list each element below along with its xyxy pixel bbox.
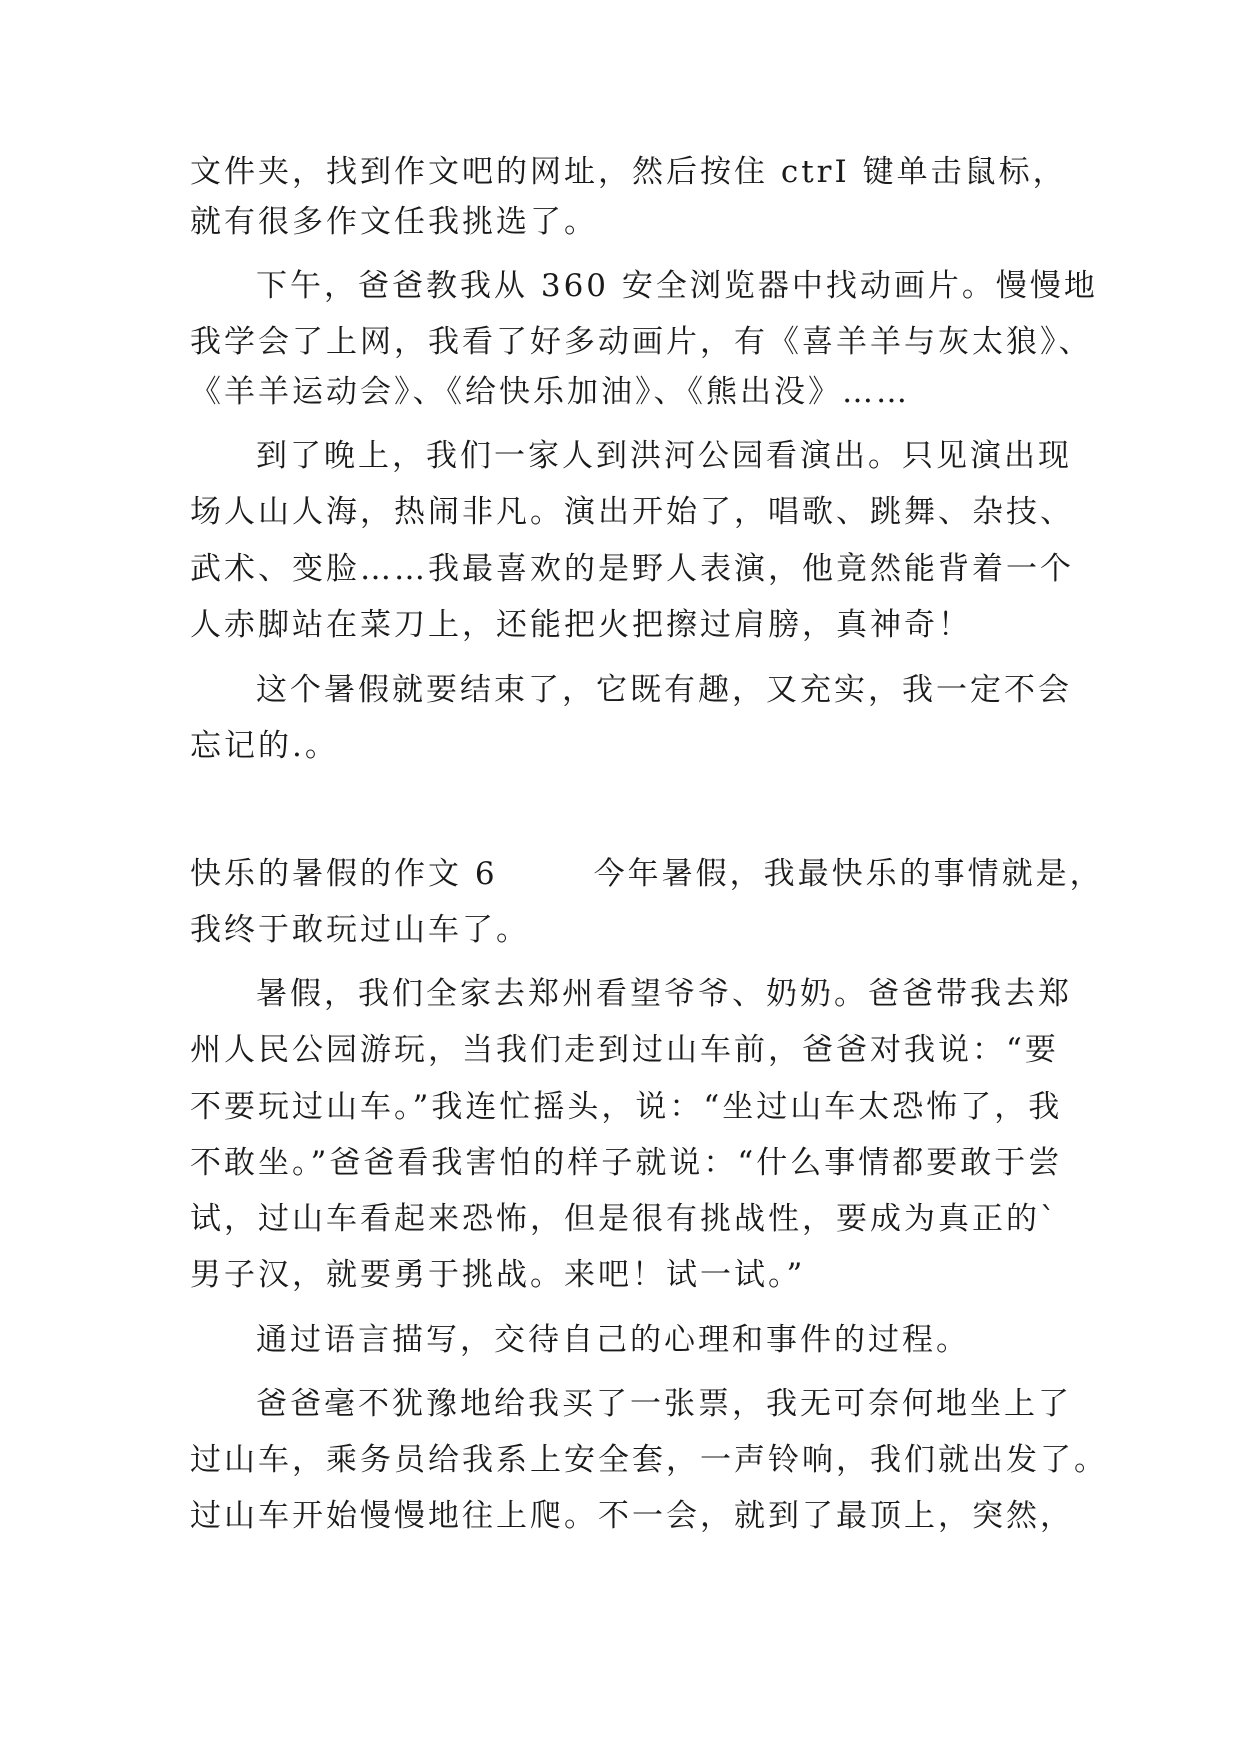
section-heading-line	[190, 854, 1104, 894]
paragraph-first-line: 爸爸毫不犹豫地给我买了一张票，我无可奈何地坐上了	[256, 1386, 1072, 1422]
paragraph-first-line: 下午，爸爸教我从 360 安全浏览器中找动画片。慢慢地	[256, 268, 1098, 304]
text-line: 就有很多作文任我挑选了。	[190, 204, 598, 240]
text-line: 武术、变脸……我最喜欢的是野人表演，他竟然能背着一个	[190, 551, 1074, 587]
section-title: 快乐的暑假的作文 6	[190, 856, 498, 892]
text-line: 场人山人海，热闹非凡。演出开始了，唱歌、跳舞、杂技、	[190, 494, 1074, 530]
text-line: 州人民公园游玩，当我们走到过山车前，爸爸对我说：“要	[190, 1032, 1059, 1068]
text-line: 不敢坐。”爸爸看我害怕的样子就说：“什么事情都要敢于尝	[190, 1145, 1063, 1181]
text-line: 过山车，乘务员给我系上安全套，一声铃响，我们就出发了。	[190, 1442, 1108, 1478]
text-line: 我学会了上网，我看了好多动画片，有《喜羊羊与灰太狼》、	[190, 324, 1093, 360]
paragraph-first-line: 通过语言描写，交待自己的心理和事件的过程。	[256, 1322, 970, 1358]
paragraph-first-line: 到了晚上，我们一家人到洪河公园看演出。只见演出现	[256, 438, 1072, 474]
text-line: 过山车开始慢慢地往上爬。不一会，就到了最顶上，突然，	[190, 1498, 1074, 1534]
text-line: 《羊羊运动会》、《给快乐加油》、《熊出没》……	[190, 374, 910, 410]
text-line: 文件夹，找到作文吧的网址，然后按住 ctrI 键单击鼠标，	[190, 154, 1067, 190]
text-line: 我终于敢玩过山车了。	[190, 912, 530, 948]
text-line: 不要玩过山车。”我连忙摇头，说：“坐过山车太恐怖了，我	[190, 1089, 1063, 1125]
paragraph-first-line: 暑假，我们全家去郑州看望爷爷、奶奶。爸爸带我去郑	[256, 976, 1072, 1012]
text-line: 人赤脚站在菜刀上，还能把火把擦过肩膀，真神奇！	[190, 607, 972, 643]
heading-line-text: 今年暑假，我最快乐的事情就是，	[593, 856, 1104, 892]
text-line: 忘记的.。	[190, 728, 339, 764]
text-line: 试，过山车看起来恐怖，但是很有挑战性，要成为真正的`	[190, 1201, 1059, 1237]
text-line: 男子汉，就要勇于挑战。来吧！试一试。”	[190, 1257, 806, 1293]
paragraph-first-line: 这个暑假就要结束了，它既有趣，又充实，我一定不会	[256, 672, 1072, 708]
